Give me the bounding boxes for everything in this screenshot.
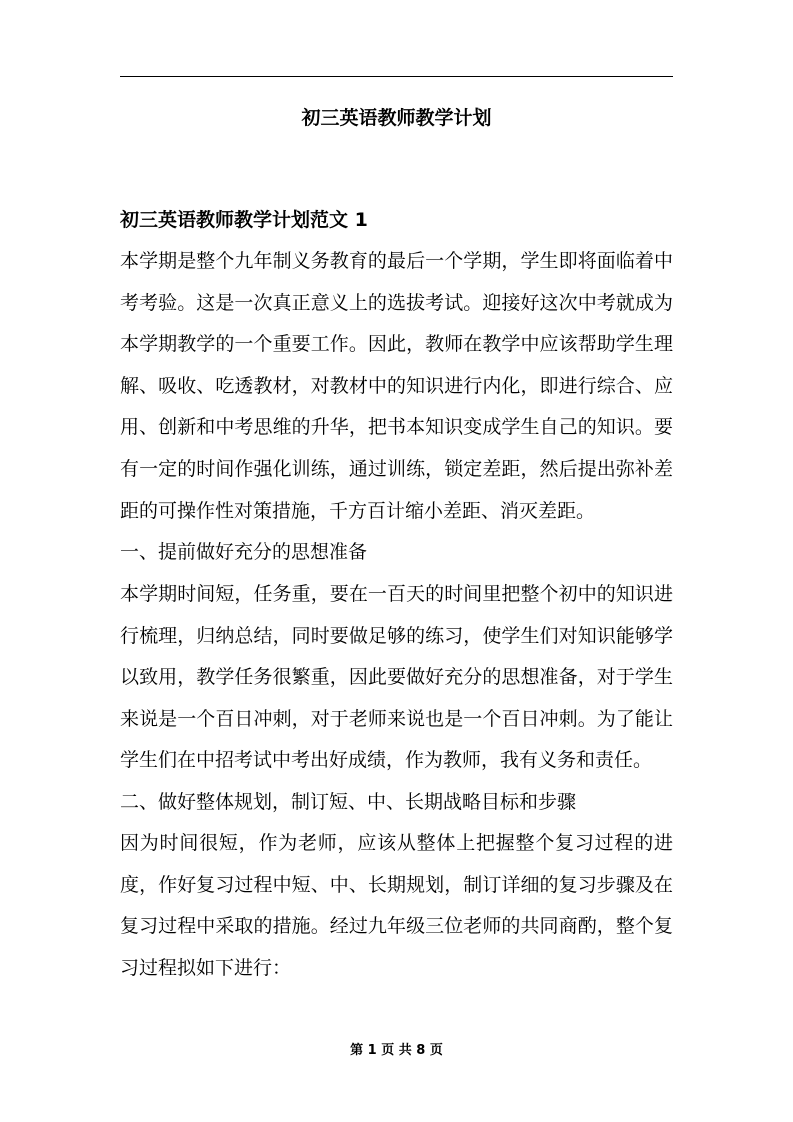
body-paragraph-1: 本学期是整个九年制义务教育的最后一个学期，学生即将面临着中考考验。这是一次真正意义上的选拔考试。迎接好这次中考就成为本学期教学的一个重要工作。因此，教师在教学中应该帮助学生理解、吸收、吃透教材，对教材中的知识进行内化，即进行综合、应用、创新和中考思维的升华，把书本知识变成学生自己的知识。要有一定的时间作强化训练，通过训练，锁定差距，然后提出弥补差距的可操作性对策措施，千方百计缩小差距、消灭差距。 — [120, 250, 673, 522]
document-title: 初三英语教师教学计划 — [301, 107, 492, 129]
page-number-footer: 第 1 页 共 8 页 — [350, 1043, 443, 1058]
subheading-1: 一、提前做好充分的思想准备 — [120, 541, 368, 563]
subheading-2: 二、做好整体规划，制订短、中、长期战略目标和步骤 — [120, 791, 577, 813]
section-heading: 初三英语教师教学计划范文 1 — [120, 209, 368, 231]
body-paragraph-2: 本学期时间短，任务重，要在一百天的时间里把整个初中的知识进行梳理，归纳总结，同时要做足够的练习，使学生们对知识能够学以致用，教学任务很繁重，因此要做好充分的思想准备，对于学生来说是一个百日冲刺，对于老师来说也是一个百日冲刺。为了能让学生们在中招考试中考出好成绩，作为教师，我有义务和责任。 — [120, 583, 673, 772]
header-rule — [120, 76, 673, 77]
body-paragraph-3: 因为时间很短，作为老师，应该从整体上把握整个复习过程的进度，作好复习过程中短、中、长期规划，制订详细的复习步骤及在复习过程中采取的措施。经过九年级三位老师的共同商酌，整个复习过程拟如下进行： — [120, 832, 673, 979]
